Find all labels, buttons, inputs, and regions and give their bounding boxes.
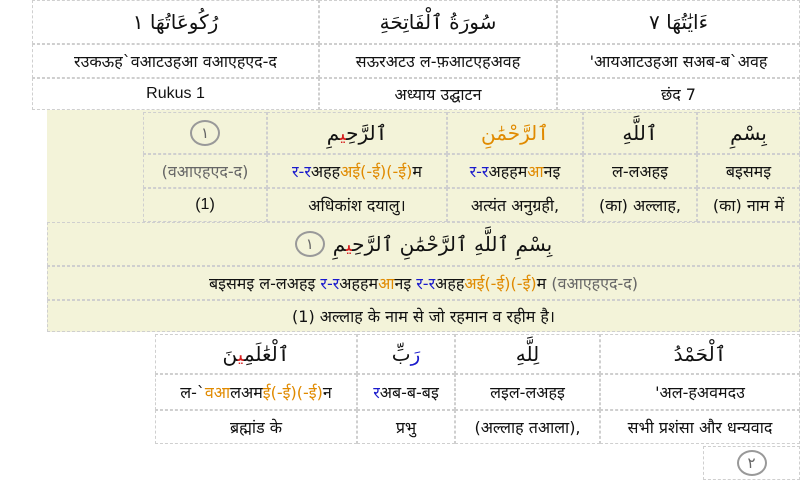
word-meaning-alalamin: ब्रह्मांड के bbox=[155, 410, 357, 444]
word-translit-alrahman: र-रअहहमआनइ bbox=[447, 154, 583, 188]
verse-2-number-cell bbox=[703, 446, 800, 480]
word-arabic-alrahman: ٱلرَّحْمَٰنِ bbox=[447, 112, 583, 154]
verse-1-full-translit: बइसमइ ल-लअहइ र-रअहहमआनइ र-रअहहअई(-ई)(-ई)म (वआएहएद-द) bbox=[47, 266, 800, 300]
word-translit-alalamin: ल-`वआलअमई(-ई)(-ई)न bbox=[155, 374, 357, 410]
word-translit-rabbi: रअब-ब-बइ bbox=[357, 374, 455, 410]
chapter-label: अध्याय उद्घाटन bbox=[319, 78, 557, 110]
verse-1-full-meaning: (1) अल्लाह के नाम से जो रहमान व रहीम है। bbox=[47, 300, 800, 332]
verses-label: छंद 7 bbox=[557, 78, 800, 110]
verse-number-badge: ١ bbox=[190, 120, 220, 146]
word-arabic-alrahim: ٱلرَّحِيمِ bbox=[267, 112, 447, 154]
verse-1-full-arabic: ١ بِسْمِ ٱللَّهِ ٱلرَّحْمَٰنِ ٱلرَّحِيمِ bbox=[47, 222, 800, 266]
word-translit-bismi: बइसमइ bbox=[697, 154, 800, 188]
verse-1-end-translit: (वआएहएद-द) bbox=[143, 154, 267, 188]
translit-surah-name: सऊरअटउ ल-फ़आटएहअवह bbox=[319, 44, 557, 78]
word-meaning-allah: (का) अल्लाह, bbox=[583, 188, 697, 222]
word-arabic-allah: ٱللَّهِ bbox=[583, 112, 697, 154]
surah-name-arabic: سُورَةُ ٱلْفَاتِحَةِ bbox=[319, 0, 557, 44]
word-arabic-alalamin: ٱلْعَٰلَمِينَ bbox=[155, 334, 357, 374]
word-translit-alrahim: र-रअहहअई(-ई)(-ई)म bbox=[267, 154, 447, 188]
word-translit-lillahi: लइल-लअहइ bbox=[455, 374, 600, 410]
word-meaning-alhamdu: सभी प्रशंसा और धन्यवाद bbox=[600, 410, 800, 444]
word-meaning-rabbi: प्रभु bbox=[357, 410, 455, 444]
word-arabic-rabbi: رَبِّ bbox=[357, 334, 455, 374]
word-arabic-lillahi: لِلَّهِ bbox=[455, 334, 600, 374]
word-arabic-bismi: بِسْمِ bbox=[697, 112, 800, 154]
word-translit-alhamdu: 'अल-हअवमदउ bbox=[600, 374, 800, 410]
word-meaning-alrahim: अधिकांश दयालु। bbox=[267, 188, 447, 222]
word-meaning-alrahman: अत्यंत अनुग्रही, bbox=[447, 188, 583, 222]
word-meaning-lillahi: (अल्लाह तआला), bbox=[455, 410, 600, 444]
word-translit-allah: ल-लअहइ bbox=[583, 154, 697, 188]
verse-1-end-meaning: (1) bbox=[143, 188, 267, 222]
verse-number-badge: ٢ bbox=[737, 450, 767, 476]
translit-ayat: 'आयआटउहआ सअब-ब`अवह bbox=[557, 44, 800, 78]
verse-1-number-cell bbox=[143, 112, 267, 154]
surah-rukus-arabic: رُكُوعَاتُهَا ١ bbox=[32, 0, 319, 44]
word-meaning-bismi: (का) नाम में bbox=[697, 188, 800, 222]
word-arabic-alhamdu: ٱلْحَمْدُ bbox=[600, 334, 800, 374]
verse-number-badge: ١ bbox=[295, 231, 325, 257]
surah-ayat-arabic: ءَايَٰتُهَا ٧ bbox=[557, 0, 800, 44]
rukus-label: Rukus 1 bbox=[32, 78, 319, 110]
translit-rukus: रउकऊह`वआटउहआ वआएहएद-द bbox=[32, 44, 319, 78]
